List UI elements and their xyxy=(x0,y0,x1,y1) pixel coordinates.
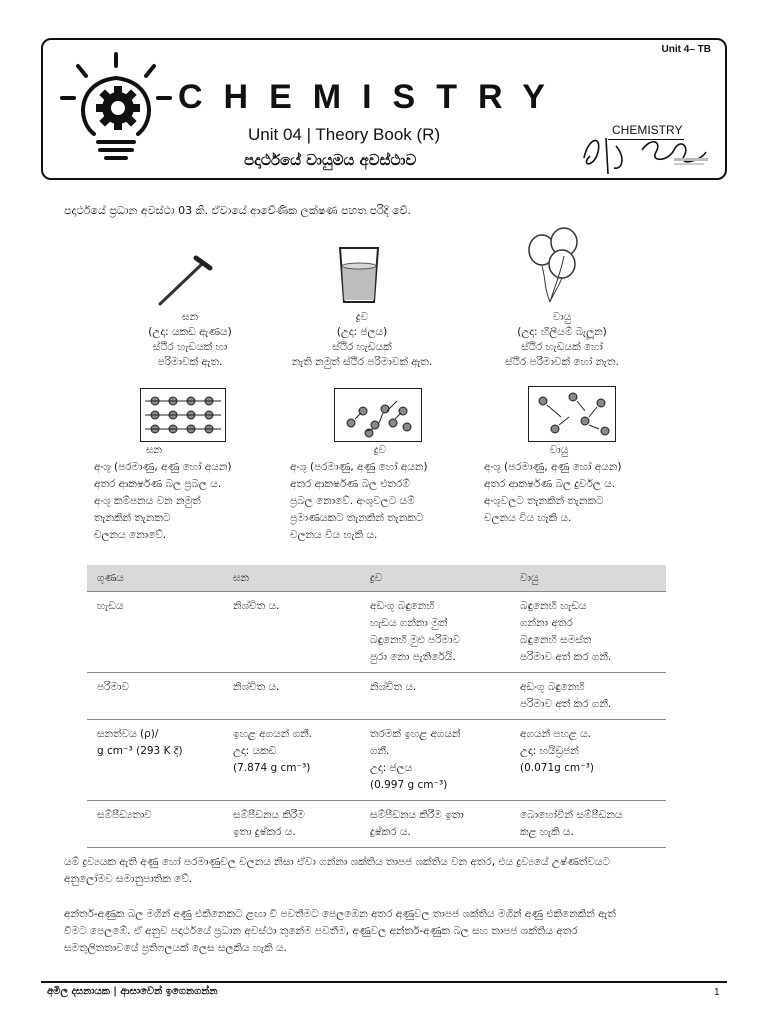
footer-divider xyxy=(41,981,727,983)
table-cell: අඩංගු බඳුනෙහි පරිමාව අත් කර ගනී. xyxy=(510,673,666,720)
table-cell: බඳුනෙහි හැඩය ගන්නා අතර බඳුනෙහි සමස්ත පරිමාව අත් කර ගනී. xyxy=(510,592,666,673)
paragraph-thermal-energy: යම් ද්‍රව්‍යයක ඇති අණු හෝ පරමාණුවල චලනය නිසා ඒවා ගන්නා ශක්තිය තාපජ ශක්තිය වන අතර, එය ද්‍රව්‍යයේ උෂ්ණත්වයට අනුලෝමව සමානුපාතික වේ. xyxy=(64,856,610,885)
gas-caption: වායු xyxy=(549,444,569,456)
solid-particle-line: අංශු කම්පනය වන නමුත් xyxy=(94,495,201,507)
liquid-particle-diagram xyxy=(334,388,422,442)
signature-logo xyxy=(576,128,716,178)
table-cell: බොහෝවින් සම්පීඩනය කළ හැකි ය. xyxy=(510,801,666,848)
table-cell: ඉහළ අගයන් ගනී. උදා: යකඩ (7.874 g cm⁻³) xyxy=(223,720,360,801)
gas-particle-diagram xyxy=(528,386,616,442)
liquid-caption: ද්‍රව xyxy=(373,444,387,456)
gas-name: වායු xyxy=(552,311,572,323)
table-cell: සනත්වය (ρ)/ g cm⁻³ (293 K දී) xyxy=(87,720,223,801)
properties-table xyxy=(87,565,666,848)
solid-desc-line: ස්ථිර හැඩයක් හා xyxy=(152,341,228,353)
table-cell: නිශ්චිත ය. xyxy=(223,592,360,673)
gas-particle-line: අතර ආකර්ෂණ බල දුර්වල ය. xyxy=(484,478,616,490)
solid-particle-text xyxy=(94,442,274,544)
liquid-particle-line: අංශු (පරමාණු, අණු හෝ අයන) xyxy=(290,461,428,473)
gas-example: (උදා: හීලියම් බැලූන) xyxy=(517,326,607,338)
solid-name: ඝන xyxy=(181,311,199,323)
table-cell: පරිමාව xyxy=(87,673,223,720)
table-row xyxy=(87,592,666,673)
gas-particle-line: අංශු (පරමාණු, අණු හෝ අයන) xyxy=(484,461,622,473)
solid-caption: ඝන xyxy=(145,444,163,456)
liquid-state-label xyxy=(272,310,452,370)
solid-state-label xyxy=(110,310,270,370)
table-cell: අඩංගු බඳුනෙහි හැඩය ගන්නා මුත් බඳුනෙහි මුළු පරිමාව පුරා නො පැතිරේයි. xyxy=(360,592,510,673)
solid-example: (උදා: යකඩ ඇණය) xyxy=(148,326,232,338)
solid-particle-line: අංශු (පරමාණු, අණු හෝ අයන) xyxy=(94,461,232,473)
gas-state-label xyxy=(472,310,652,370)
table-cell: තරමක් ඉහළ අගයන් ගනී. උදා: ජලය (0.997 g cm⁻³) xyxy=(360,720,510,801)
intro-text: පදාර්ථයේ ප්‍රධාන අවස්ථා 03 කි. ඒවායේ ආවේණික ලක්ෂණ පහත පරිදි වේ. xyxy=(64,204,412,217)
table-cell: සම්පීඩනය කිරීම ඉතා දුෂ්කර ය. xyxy=(360,801,510,848)
helium-balloons-icon xyxy=(524,226,584,310)
gas-desc-line: ස්ථිර හැඩයක් හෝ xyxy=(521,341,603,353)
unit-tag: Unit 4– TB xyxy=(661,44,711,55)
table-cell: හැඩය xyxy=(87,592,223,673)
gas-desc-line: ස්ථිර පරිමාවක් හෝ නැත. xyxy=(505,356,619,368)
table-cell: අගයන් පහළ ය. උදා: හයිඩ්‍රජන් (0.071g cm⁻³) xyxy=(510,720,666,801)
lightbulb-gear-icon xyxy=(58,48,178,168)
table-cell: නිශ්චිත ය. xyxy=(223,673,360,720)
paragraph-intermolecular-forces: අන්තර්-අණුක බල මගින් අණු එකිනෙකට ළඟා වී පවතීමට පෙලඹෙන අතර අණුවල තාපජ ශක්තිය මගින් අණු එකිනෙකින් ඇත් වීමට පෙලඹේ. ඒ අනුව පදාර්ථයේ ප්‍රධාන අවස්ථා තුනේම පවතීම, අණුවල අන්තර්-අණුක බල සහ තාපජ ශක්තිය අතර සමතුලිතතාවයේ ප්‍රතිෆලයක් ලෙස සලකිය හැකි ය. xyxy=(64,908,616,954)
column-header: ගුණය xyxy=(87,565,223,592)
table-row xyxy=(87,720,666,801)
table-cell: නිශ්චිත ය. xyxy=(360,673,510,720)
water-glass-icon xyxy=(336,244,382,306)
liquid-desc-line: ස්ථිර හැඩයක් xyxy=(332,341,392,353)
liquid-particle-text xyxy=(290,442,490,544)
liquid-example: (උදා: ජලය) xyxy=(336,326,388,338)
gas-particle-text xyxy=(484,442,684,527)
liquid-particle-line: අතර ආකර්ෂණ බල එතරම් xyxy=(290,478,410,490)
column-header: වායු xyxy=(510,565,666,592)
gas-particle-line: අංශුවලට තැනකින් තැනකට xyxy=(484,495,604,507)
table-cell: සම්පීඩ්‍යතාව xyxy=(87,801,223,848)
solid-desc-line: පරිමාවක් ඇත. xyxy=(157,356,223,368)
liquid-particle-line: ප්‍රබල නොවේ. අංශුවලට යම් xyxy=(290,495,415,507)
table-row xyxy=(87,801,666,848)
subtitle: Unit 04 | Theory Book (R) xyxy=(248,125,441,144)
column-header: ද්‍රව xyxy=(360,565,510,592)
brand-label: CHEMISTRY xyxy=(612,123,683,137)
solid-particle-line: චලනය නොවේ. xyxy=(94,529,167,541)
liquid-name: ද්‍රව xyxy=(355,311,369,323)
page-title: CHEMISTRY xyxy=(178,78,566,116)
solid-particle-diagram xyxy=(140,388,226,442)
table-row xyxy=(87,673,666,720)
footer-author: අමිල දසනායක | ආසාවෙන් ඉගෙනගන්න xyxy=(47,986,218,997)
solid-particle-line: අතර ආකර්ෂණ බල ප්‍රබල ය. xyxy=(94,478,222,490)
page-number: 1 xyxy=(714,987,720,998)
gas-particle-line: චලනය විය හැකි ය. xyxy=(484,512,572,524)
table-header-row xyxy=(87,565,666,592)
liquid-particle-line: චලනය විය හැකි ය. xyxy=(290,529,378,541)
liquid-particle-line: ප්‍රමාණයකට තැනකින් තැනකට xyxy=(290,512,424,524)
liquid-desc-line: නැති නමුත් ස්ථිර පරිමාවක් ඇත. xyxy=(291,356,433,368)
topic-title: පදාර්ථයේ වායුමය අවස්ථාව xyxy=(244,151,417,169)
iron-nail-icon xyxy=(154,254,214,310)
solid-particle-line: තැනකින් තැනකට xyxy=(94,512,171,524)
column-header: ඝන xyxy=(223,565,360,592)
table-cell: සම්පීඩනය කිරීම ඉතා දුෂ්කර ය. xyxy=(223,801,360,848)
